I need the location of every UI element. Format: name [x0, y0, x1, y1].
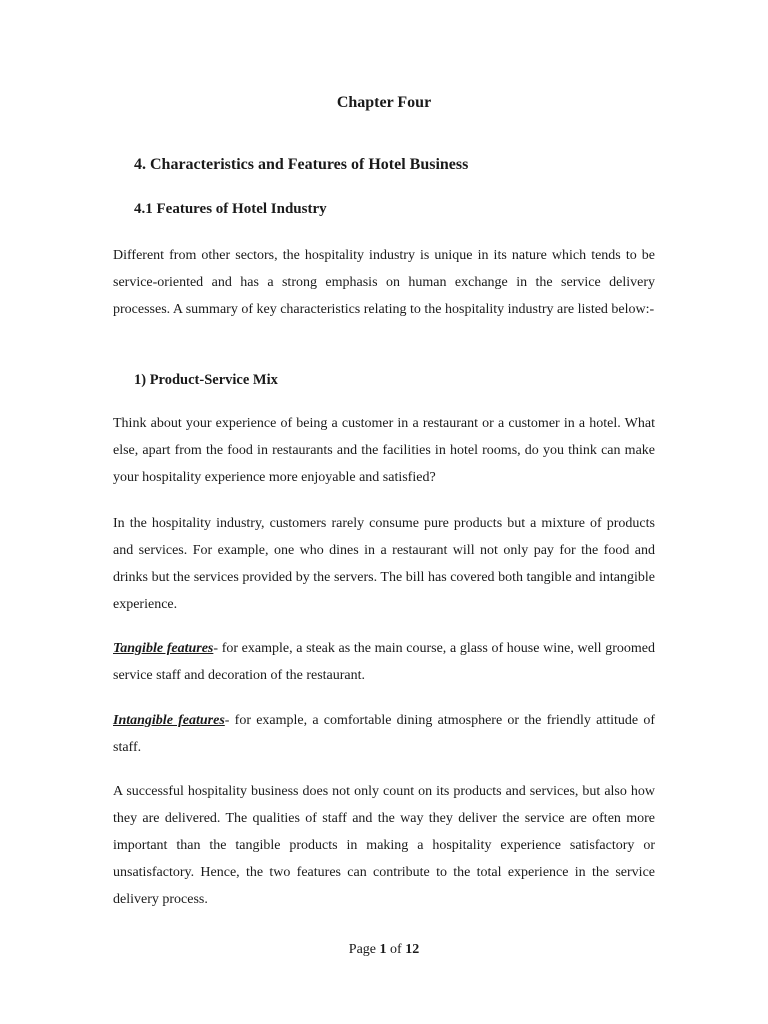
subsection-heading: 4.1 Features of Hotel Industry — [134, 201, 327, 217]
document-page — [113, 0, 655, 1024]
item-heading: 1) Product-Service Mix — [134, 372, 278, 388]
page-footer — [113, 942, 655, 958]
intro-paragraph: Different from other sectors, the hospitality industry is unique in its nature which tends to be service-oriented and has a strong emphasis on human exchange in the service delivery processes. A summary of key characteristics relating to the hospitality industry are listed below:- — [113, 248, 655, 317]
chapter-title: Chapter Four — [336, 94, 432, 111]
footer-of-word: of — [390, 942, 402, 957]
intangible-features-text: - for example, a comfortable dining atmosphere or the friendly attitude of staff. — [113, 713, 655, 755]
paragraph-success: A successful hospitality business does not only count on its products and services, but also how they are delivered. The qualities of staff and the way they deliver the service are often more important than the tangible products in making a hospitality experience satisfactory or unsatisfactory. Hence, the two features can contribute to the total experience in the service delivery process. — [113, 784, 655, 907]
tangible-features-text: - for example, a steak as the main course, a glass of house wine, well groomed service staff and decoration of the restaurant. — [113, 641, 655, 683]
intangible-features-term: Intangible features — [113, 713, 225, 728]
intangible-features-paragraph — [113, 707, 655, 761]
footer-page-word: Page — [348, 942, 377, 957]
section-heading: 4. Characteristics and Features of Hotel Business — [134, 156, 469, 173]
paragraph-think: Think about your experience of being a customer in a restaurant or a customer in a hotel. What else, apart from the food in restaurants and the facilities in hotel rooms, do you think can make your hospitality experience more enjoyable and satisfied? — [113, 416, 655, 485]
tangible-features-paragraph — [113, 635, 655, 689]
footer-total-pages: 12 — [405, 942, 420, 957]
paragraph-mixture: In the hospitality industry, customers rarely consume pure products but a mixture of products and services. For example, one who dines in a restaurant will not only pay for the food and drinks but the services provided by the servers. The bill has covered both tangible and intangible experience. — [113, 516, 655, 612]
footer-current-page: 1 — [379, 942, 387, 957]
tangible-features-term: Tangible features — [113, 641, 214, 656]
